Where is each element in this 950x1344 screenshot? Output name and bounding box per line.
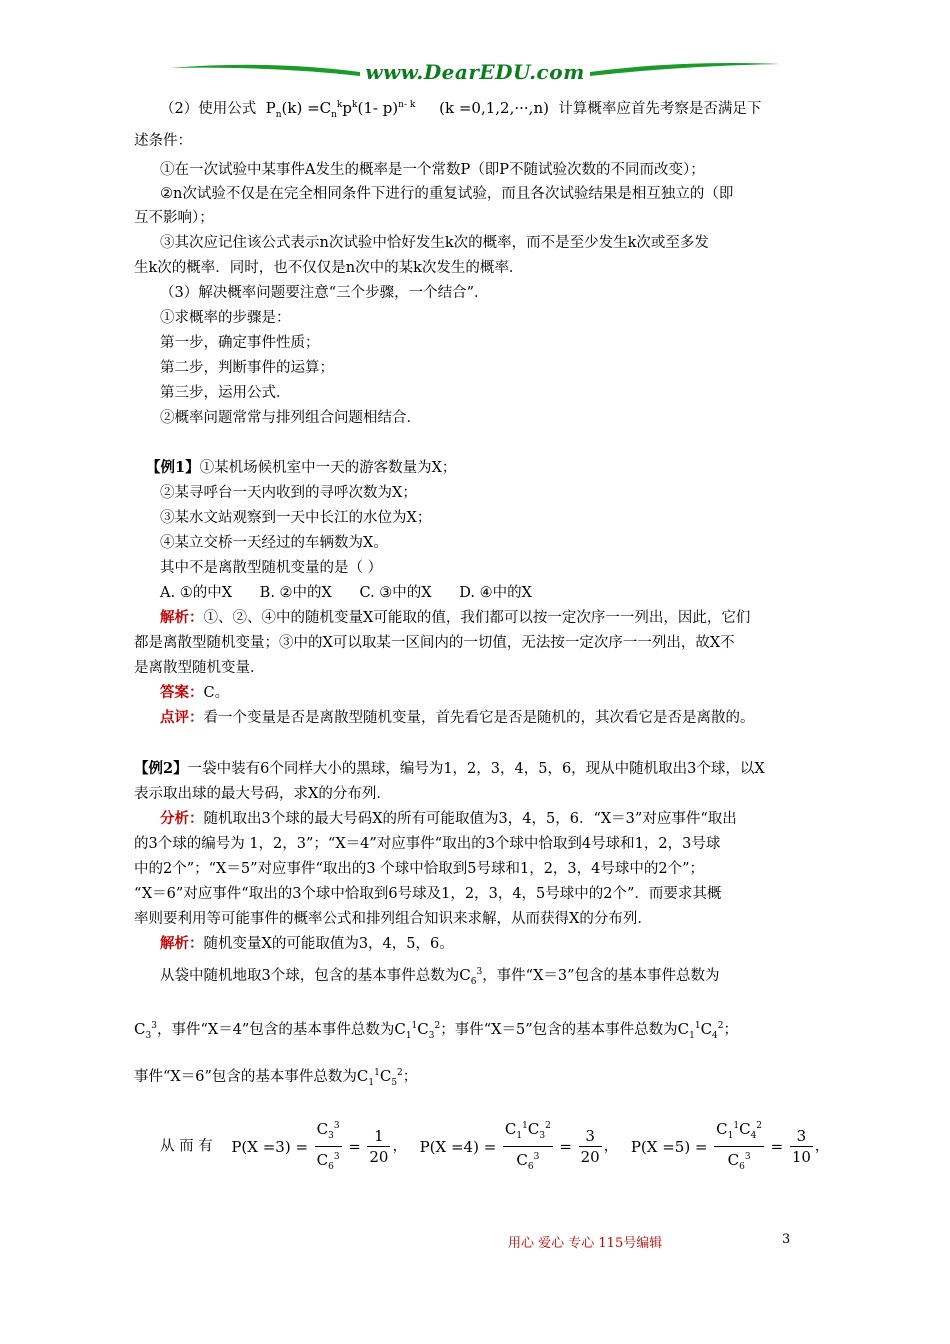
text-line: ①求概率的步骤是： (160, 310, 291, 326)
text-line: 第二步，判断事件的运算； (160, 360, 334, 376)
text-line: 互不影响）； (134, 210, 214, 226)
example1-item: ④某立交桥一天经过的车辆数为X。 (160, 535, 388, 551)
text-line: 第三步，运用公式． (160, 385, 291, 401)
example1-options: A. ①的中X B. ②中的X C. ③中的X D. ④中的X (160, 585, 532, 601)
example1-question: 其中不是离散型随机变量的是（ ） (160, 560, 383, 576)
text-line: 的3个球的编号为 1，2，3”；“X＝4”对应事件“取出的3个球中恰取到4号球和1，2，3号球 (134, 836, 721, 852)
formula-line: （2）使用公式 $P_n(k) =C_n^kp^k(1-$ p)$^{n- k}$ (k =0,1,2,···,n) 计算概率应首先考察是否满足下 (160, 99, 762, 120)
example1-title: 【例1】①某机场候机室中一天的游客数量为X； (146, 459, 457, 476)
text-line: 中的2个”；“X＝5”对应事件“取出的3 个球中恰取到5号球和1，2，3，4号球中的2个”； (134, 861, 705, 877)
text-line: 第一步，确定事件性质； (160, 335, 320, 351)
example1-answer: 答案：C。 (160, 684, 230, 701)
text-line: $C_3^3$，事件“X＝4”包含的基本事件总数为$C_1^1C_3^2$；事件“X＝5”包含的基本事件总数为$C_1^1C_4^2$； (134, 1020, 739, 1041)
probability-results: 从 而 有 P(X =3) = $\frac{C_3^3}{C_6^3}$ = $\frac{1}{20}$ ， P(X =4) = $\frac{C_1^1C_3^2}{C_6^3}$ = $\frac{3}{20}$ ， P(X =5) = $\frac{C_1^1C_4^2}{C_6^3}$ = $\frac{3}{10}$ ， (160, 1116, 829, 1177)
example2-solution: 解析：随机变量X的可能取值为3，4，5，6。 (160, 935, 454, 952)
text-line: 事件“X＝6”包含的基本事件总数为$C_1^1C_5^2$； (134, 1067, 418, 1088)
example1-comment: 点评：看一个变量是否是离散型随机变量，首先看它是否是随机的，其次看它是否是离散的。 (160, 709, 755, 726)
example1-item: ③某水文站观察到一天中长江的水位为X； (160, 510, 432, 526)
text-line: “X＝6”对应事件“取出的3个球中恰取到6号球及1，2，3，4，5号球中的2个”．而要求其概 (134, 886, 722, 902)
site-url[interactable]: www.DearEDU.com (365, 60, 585, 84)
text-line: ②概率问题常常与排列组合问题相结合． (160, 410, 421, 426)
text-line: 生k次的概率．同时，也不仅仅是n次中的某k次发生的概率． (134, 260, 524, 276)
text-line: ①在一次试验中某事件A发生的概率是一个常数P（即P不随试验次数的不同而改变）； (160, 162, 705, 178)
binomial-formula: $P_n(k) =C_n^kp^k(1-$ p)$^{n- k}$ (k =0,1,2,···,n) (260, 99, 554, 120)
text-line: 率则要利用等可能事件的概率公式和排列组合知识来求解，从而获得X的分布列． (134, 911, 652, 927)
text-line: ②n次试验不仅是在完全相同条件下进行的重复试验，而且各次试验结果是相互独立的（即 (160, 186, 734, 202)
example2-title: 【例2】一袋中装有6个同样大小的黑球，编号为1，2，3，4，5，6，现从中随机取出3个球，以X (134, 760, 765, 777)
text-line: 是离散型随机变量． (134, 660, 265, 676)
footer-text: 用心 爱心 专心 115号编辑 (508, 1236, 663, 1251)
text-line: 从袋中随机地取3个球，包含的基本事件总数为$C_6^3$，事件“X＝3”包含的基本事件总数为 (160, 966, 720, 987)
header-banner (160, 58, 790, 88)
text-line: 表示取出球的最大号码，求X的分布列． (134, 786, 391, 802)
text-line: ③其次应记住该公式表示n次试验中恰好发生k次的概率，而不是至少发生k次或至多发 (160, 235, 709, 251)
page-number: 3 (782, 1232, 791, 1247)
example1-analysis: 解析：①、②、④中的随机变量X可能取的值，我们都可以按一定次序一一列出，因此，它们 (160, 609, 751, 626)
text-line: 述条件： (134, 133, 192, 149)
text-line: 都是离散型随机变量；③中的X可以取某一区间内的一切值，无法按一定次序一一列出，故X不 (134, 635, 735, 651)
text-line: （3）解决概率问题要注意“三个步骤，一个结合”． (160, 285, 489, 301)
example2-analysis: 分析：随机取出3个球的最大号码X的所有可能取值为3，4，5，6．“X＝3”对应事件“取出 (160, 810, 737, 827)
example1-item: ②某寻呼台一天内收到的寻呼次数为X； (160, 485, 417, 501)
